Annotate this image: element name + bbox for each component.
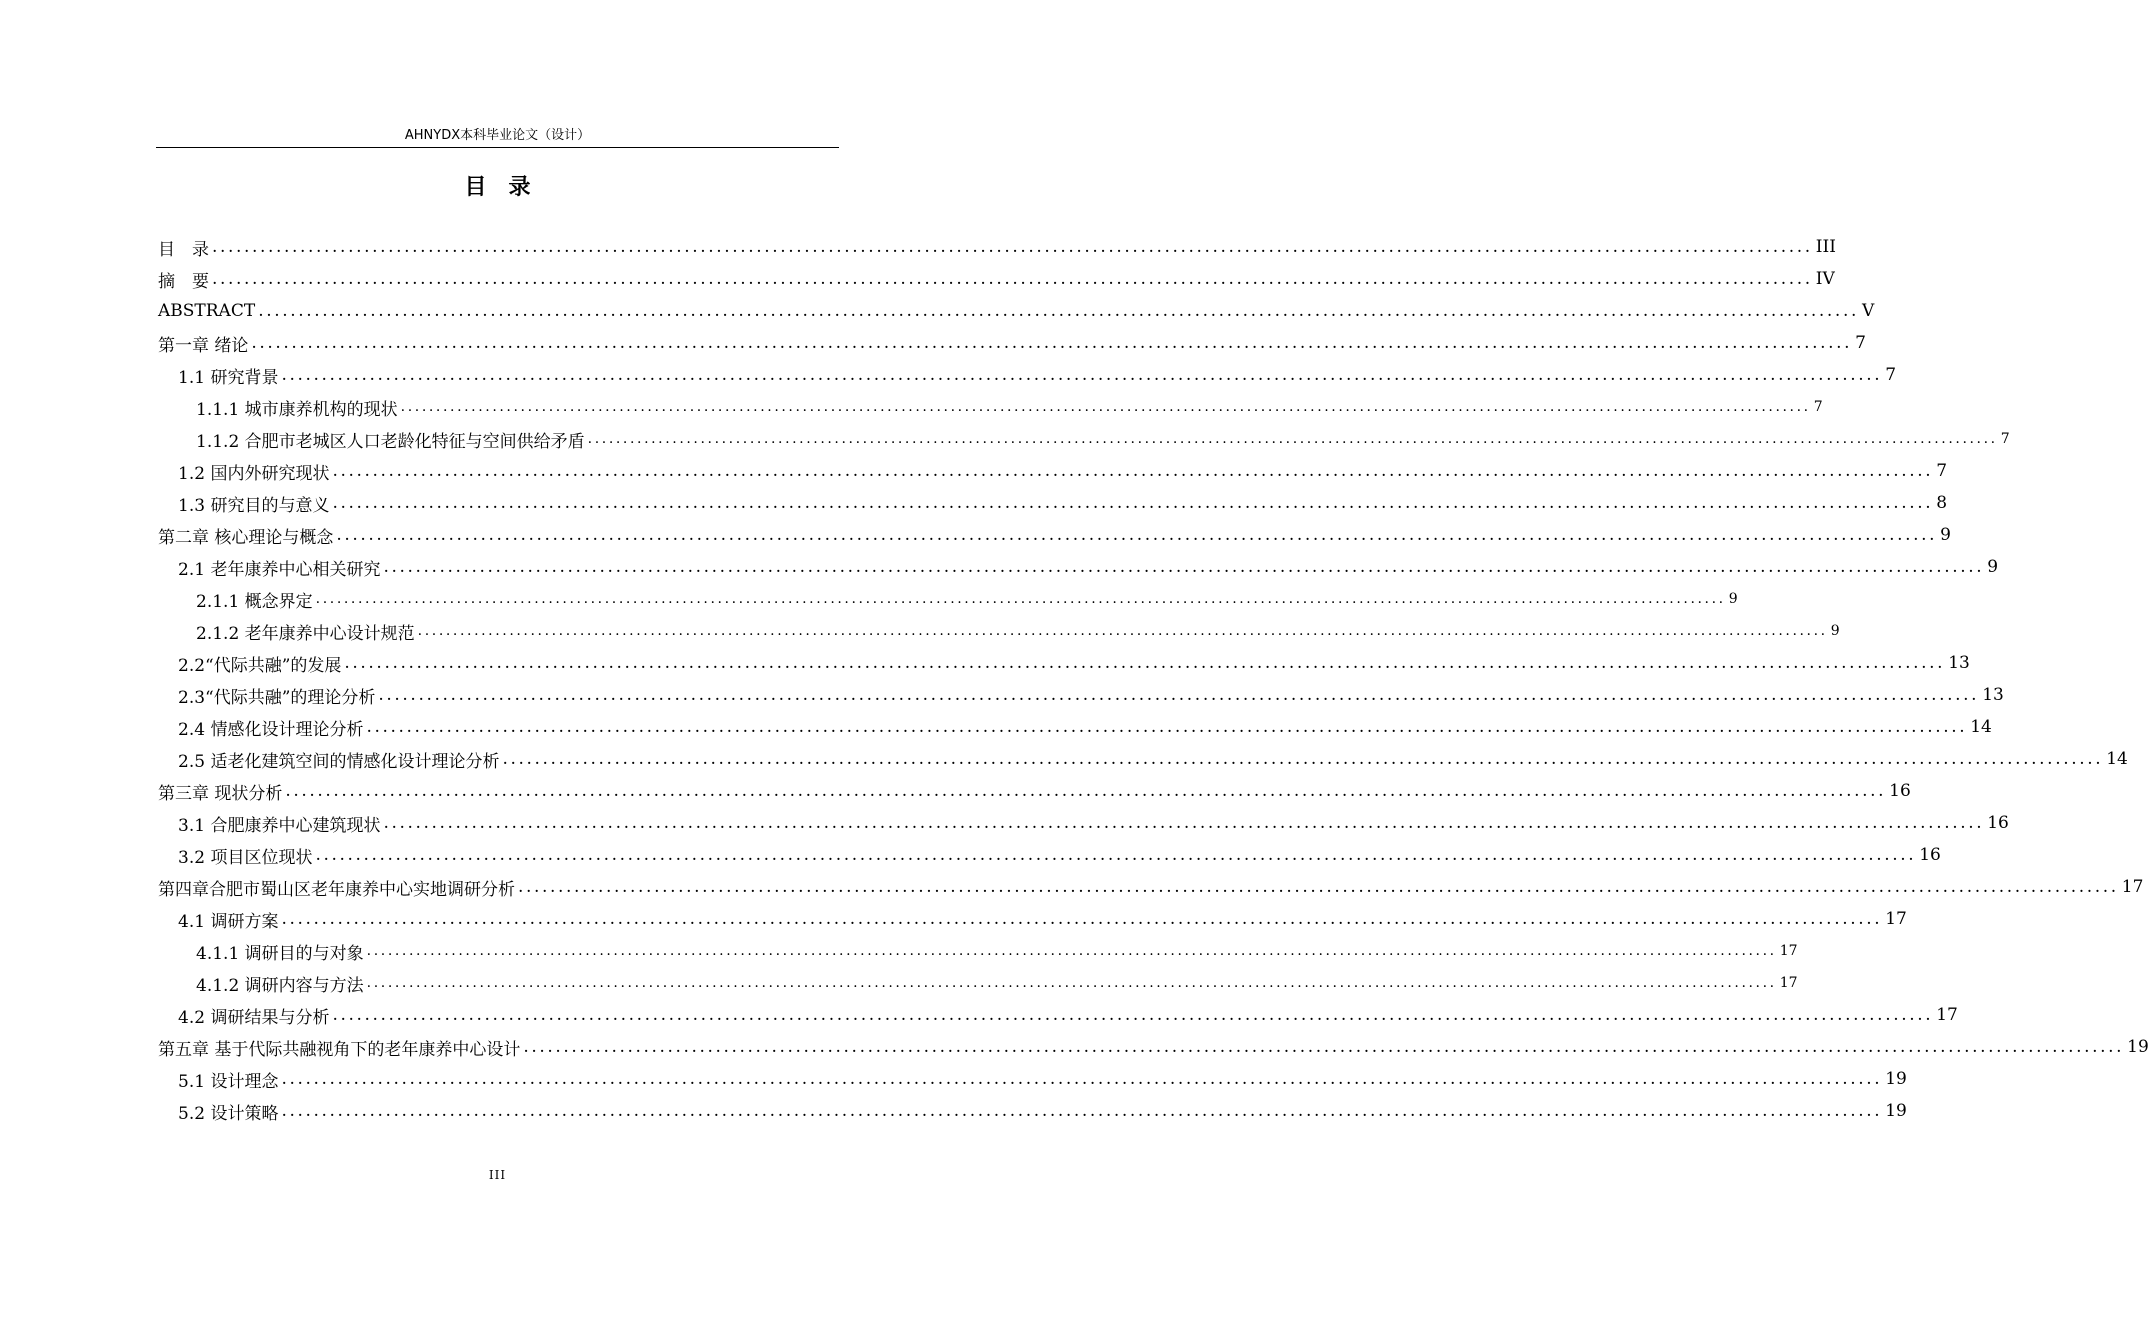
toc-leader-dots: ........................................................................................................................................................................................................ [315, 591, 1726, 607]
toc-entry-label: 4.1 调研方案 [178, 911, 279, 932]
toc-leader-dots: ........................................................................................................................................................................................................ [251, 333, 1853, 353]
toc-entry-label: 1.3 研究目的与意义 [178, 495, 330, 516]
toc-entry[interactable] [158, 999, 1958, 1031]
toc-entry-label: 2.1.1 概念界定 [196, 591, 313, 612]
toc-entry[interactable] [158, 1095, 1907, 1127]
toc-leader-dots: ........................................................................................................................................................................................................ [366, 943, 1777, 959]
toc-entry-page: 14 [2106, 749, 2128, 769]
toc-entry-label: 目 录 [158, 239, 209, 260]
toc-leader-dots: ........................................................................................................................................................................................................ [502, 749, 2104, 769]
toc-leader-dots: ........................................................................................................................................................................................................ [281, 909, 1883, 929]
table-of-contents [158, 231, 2149, 1127]
toc-leader-dots: ........................................................................................................................................................................................................ [281, 365, 1883, 385]
toc-entry-label: 1.1 研究背景 [178, 367, 279, 388]
toc-entry-page: 17 [1936, 1005, 1958, 1025]
header-rule [156, 147, 839, 148]
toc-entry-label: 5.2 设计策略 [178, 1103, 279, 1124]
toc-entry-label: 2.5 适老化建筑空间的情感化设计理论分析 [178, 751, 500, 772]
toc-entry[interactable] [158, 391, 1823, 423]
toc-entry-page: 9 [1987, 557, 1999, 577]
toc-entry-page: 13 [1982, 685, 2004, 705]
toc-entry-label: 第三章 现状分析 [158, 783, 283, 804]
toc-entry-label: 2.1 老年康养中心相关研究 [178, 559, 381, 580]
toc-entry[interactable] [158, 1063, 1907, 1095]
toc-entry-page: 17 [1885, 909, 1907, 929]
toc-entry-page: 16 [1987, 813, 2009, 833]
toc-entry[interactable] [158, 871, 2144, 903]
toc-title: 目 录 [464, 175, 531, 200]
toc-leader-dots: ........................................................................................................................................................................................................ [281, 1069, 1883, 1089]
toc-entry[interactable] [158, 839, 1941, 871]
toc-entry[interactable] [158, 519, 1951, 551]
toc-entry-page: 13 [1948, 653, 1970, 673]
toc-leader-dots: ........................................................................................................................................................................................................ [366, 717, 1968, 737]
toc-leader-dots: ........................................................................................................................................................................................................ [587, 431, 1998, 447]
toc-entry-page: 7 [1885, 365, 1897, 385]
toc-entry[interactable] [158, 679, 2004, 711]
toc-leader-dots: ........................................................................................................................................................................................................ [518, 877, 2119, 897]
toc-entry[interactable] [158, 615, 1840, 647]
toc-entry-page: 16 [1919, 845, 1941, 865]
running-header: AHNYDX本科毕业论文（设计） [404, 128, 591, 143]
toc-leader-dots: ........................................................................................................................................................................................................ [332, 1005, 1934, 1025]
toc-entry-page: 8 [1936, 493, 1948, 513]
toc-entry[interactable] [158, 327, 1866, 359]
toc-entry-label: 1.2 国内外研究现状 [178, 463, 330, 484]
toc-entry-page: 14 [1970, 717, 1992, 737]
toc-leader-dots: ........................................................................................................................................................................................................ [332, 461, 1934, 481]
toc-entry-label: 2.1.2 老年康养中心设计规范 [196, 623, 415, 644]
toc-entry-page: 7 [1855, 333, 1866, 353]
toc-leader-dots: ........................................................................................................................................................................................................ [258, 301, 1859, 321]
toc-leader-dots: ........................................................................................................................................................................................................ [378, 685, 1980, 705]
toc-leader-dots: ........................................................................................................................................................................................................ [417, 623, 1828, 639]
toc-leader-dots: ........................................................................................................................................................................................................ [212, 269, 1813, 289]
toc-leader-dots: ........................................................................................................................................................................................................ [212, 237, 1813, 257]
toc-entry[interactable] [158, 775, 1911, 807]
toc-entry[interactable] [158, 551, 1999, 583]
toc-leader-dots: ........................................................................................................................................................................................................ [315, 845, 1917, 865]
toc-entry[interactable] [158, 807, 2009, 839]
toc-leader-dots: ........................................................................................................................................................................................................ [400, 399, 1811, 415]
toc-entry[interactable] [158, 647, 1970, 679]
toc-entry-page: 17 [2121, 877, 2144, 897]
toc-entry-label: ABSTRACT [158, 301, 256, 321]
toc-entry-page: 19 [2127, 1037, 2149, 1057]
toc-entry-label: 第四章合肥市蜀山区老年康养中心实地调研分析 [158, 879, 515, 900]
toc-entry-page: III [1815, 237, 1836, 257]
toc-leader-dots: ........................................................................................................................................................................................................ [332, 493, 1934, 513]
toc-entry-page: 17 [1779, 943, 1798, 959]
toc-entry-page: 16 [1889, 781, 1911, 801]
toc-entry-page: 7 [1936, 461, 1948, 481]
toc-entry-label: 3.2 项目区位现状 [178, 847, 313, 868]
toc-entry-label: 第二章 核心理论与概念 [158, 527, 334, 548]
toc-leader-dots: ........................................................................................................................................................................................................ [281, 1101, 1883, 1121]
toc-entry-label: 4.2 调研结果与分析 [178, 1007, 330, 1028]
toc-entry-label: 1.1.2 合肥市老城区人口老龄化特征与空间供给矛盾 [196, 431, 585, 452]
toc-entry-page: 7 [2000, 431, 2010, 447]
toc-entry[interactable] [158, 455, 1948, 487]
page-number: III [488, 1168, 507, 1182]
toc-entry[interactable] [158, 583, 1738, 615]
toc-entry-page: 9 [1830, 623, 1840, 639]
toc-entry-label: 第五章 基于代际共融视角下的老年康养中心设计 [158, 1039, 521, 1060]
toc-leader-dots: ........................................................................................................................................................................................................ [285, 781, 1887, 801]
toc-entry-page: 9 [1940, 525, 1951, 545]
toc-entry-label: 2.3“代际共融”的理论分析 [178, 687, 376, 708]
toc-entry[interactable] [158, 263, 1835, 295]
toc-entry-page: 17 [1779, 975, 1798, 991]
toc-entry[interactable] [158, 487, 1948, 519]
toc-leader-dots: ........................................................................................................................................................................................................ [336, 525, 1938, 545]
toc-entry[interactable] [158, 423, 2010, 455]
toc-leader-dots: ........................................................................................................................................................................................................ [366, 975, 1777, 991]
toc-leader-dots: ........................................................................................................................................................................................................ [344, 653, 1946, 673]
toc-leader-dots: ........................................................................................................................................................................................................ [523, 1037, 2125, 1057]
toc-entry[interactable] [158, 295, 1875, 327]
toc-entry[interactable] [158, 231, 1836, 263]
toc-entry[interactable] [158, 967, 1798, 999]
toc-entry[interactable] [158, 935, 1798, 967]
toc-leader-dots: ........................................................................................................................................................................................................ [383, 813, 1985, 833]
toc-entry-label: 摘 要 [158, 271, 209, 292]
toc-entry[interactable] [158, 1031, 2149, 1063]
toc-leader-dots: ........................................................................................................................................................................................................ [383, 557, 1985, 577]
toc-entry-label: 5.1 设计理念 [178, 1071, 279, 1092]
toc-entry[interactable] [158, 743, 2128, 775]
toc-entry-page: 19 [1885, 1069, 1907, 1089]
toc-entry-label: 2.2“代际共融”的发展 [178, 655, 342, 676]
toc-entry-label: 4.1.2 调研内容与方法 [196, 975, 364, 996]
toc-entry[interactable] [158, 711, 1992, 743]
toc-entry[interactable] [158, 903, 1907, 935]
toc-entry[interactable] [158, 359, 1897, 391]
toc-entry-page: IV [1815, 269, 1835, 289]
toc-entry-page: 19 [1885, 1101, 1907, 1121]
toc-entry-label: 2.4 情感化设计理论分析 [178, 719, 364, 740]
toc-entry-label: 第一章 绪论 [158, 335, 249, 356]
toc-entry-label: 1.1.1 城市康养机构的现状 [196, 399, 398, 420]
toc-entry-label: 4.1.1 调研目的与对象 [196, 943, 364, 964]
toc-entry-page: 7 [1813, 399, 1823, 415]
toc-entry-page: V [1861, 301, 1875, 321]
toc-entry-page: 9 [1728, 591, 1738, 607]
toc-entry-label: 3.1 合肥康养中心建筑现状 [178, 815, 381, 836]
